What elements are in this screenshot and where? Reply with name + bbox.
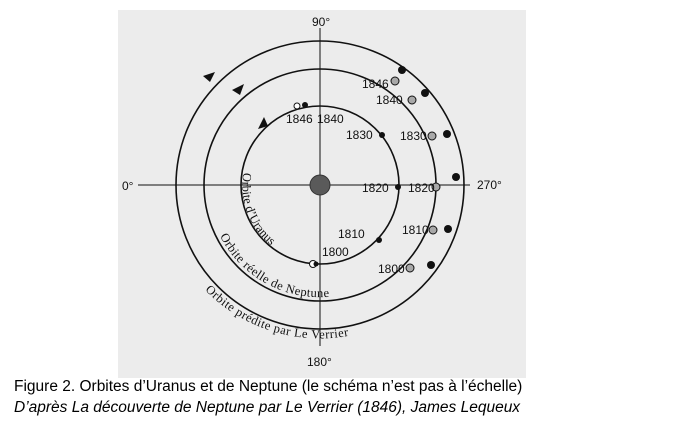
uranus-position-1830: [379, 132, 385, 138]
uranus-year-1840: 1840: [317, 112, 344, 126]
neptune-real-position-1810: [429, 226, 437, 234]
figure-caption: [14, 376, 664, 418]
sun: [310, 175, 330, 195]
neptune-predicted-position-1846: [398, 66, 406, 74]
axis-label-left: 0°: [122, 179, 134, 193]
uranus-orbit-label-path: Orbite d’Uranus: [239, 172, 279, 248]
neptune-predicted-orbit-label-path: Orbite prédite par Le Verrier: [202, 282, 350, 342]
neptune-year-1800: 1800: [378, 262, 405, 276]
caption-source: D’après La découverte de Neptune par Le Verrier (1846), James Lequeux: [14, 399, 521, 416]
neptune-real-position-1830: [428, 132, 436, 140]
neptune-predicted-position-1810: [444, 225, 452, 233]
uranus-position-1840: [302, 102, 308, 108]
axis-label-right: 270°: [477, 178, 502, 192]
neptune-predicted-position-1800: [427, 261, 435, 269]
uranus-position-1810: [376, 237, 382, 243]
caption-title: Figure 2. Orbites d’Uranus et de Neptune (le schéma n’est pas à l’échelle): [14, 378, 523, 395]
neptune-real-position-1846: [391, 77, 399, 85]
uranus-year-1846: 1846: [286, 112, 313, 126]
uranus-year-1810: 1810: [338, 227, 365, 241]
neptune-real-position-1800: [406, 264, 414, 272]
neptune-real-orbit-label-path: Orbite réelle de Neptune: [217, 230, 330, 301]
uranus-year-1800: 1800: [322, 245, 349, 259]
neptune-predicted-position-1820: [452, 173, 460, 181]
uranus-year-1830: 1830: [346, 128, 373, 142]
neptune-year-1840: 1840: [376, 93, 403, 107]
uranus-position-1820: [395, 184, 401, 190]
neptune-year-1846: 1846: [362, 77, 389, 91]
uranus-position-1800-mark: [314, 262, 319, 267]
neptune-year-1830: 1830: [400, 129, 427, 143]
neptune-real-position-1840: [408, 96, 416, 104]
neptune-year-1820: 1820: [408, 181, 435, 195]
axis-label-bottom: 180°: [307, 355, 332, 369]
neptune-year-1810: 1810: [402, 223, 429, 237]
neptune-predicted-position-1830: [443, 130, 451, 138]
axis-label-top: 90°: [312, 15, 331, 29]
uranus-position-1846: [294, 103, 300, 109]
uranus-year-1820: 1820: [362, 181, 389, 195]
neptune-predicted-position-1840: [421, 89, 429, 97]
